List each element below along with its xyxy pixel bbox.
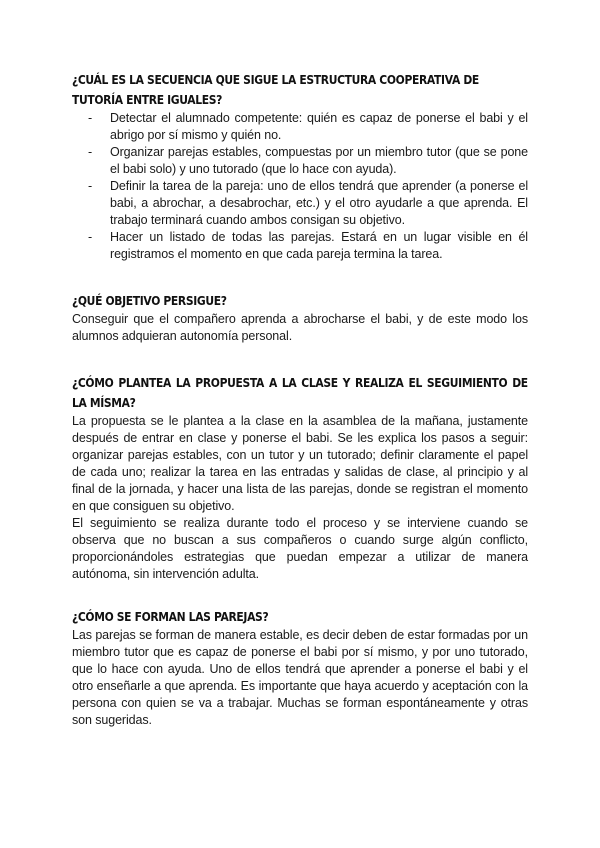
list-item: [88, 229, 528, 263]
dash-marker: -: [88, 179, 93, 193]
section-heading: ¿CUÁL ES LA SECUENCIA QUE SIGUE LA ESTRUCTURA COOPERATIVA DE TUTORÍA ENTRE IGUALES?: [72, 72, 479, 107]
dash-marker: -: [88, 230, 93, 244]
dash-marker: -: [88, 111, 93, 125]
list-item-text: Detectar el alumnado competente: quién es capaz de ponerse el babi y el abrigo por sí mismo y quién no.: [110, 111, 528, 142]
list-item-text: Definir la tarea de la pareja: uno de ellos tendrá que aprender (a ponerse el babi, a abrochar, a desabrochar, etc.) y el otro ayudarle a que aprenda. El trabajo terminará cuando ambos consigan su objetivo.: [110, 179, 528, 227]
body-paragraph: Las parejas se forman de manera estable, es decir deben de estar formadas por un miembro tutor que es capaz de ponerse el babi por sí mismo, y por uno tutorado, que lo hace con ayuda. Uno de ellos tendrá que aprender a ponerse el babi y el otro enseñarle a que aprenda. Es importante que haya acuerdo y aceptación con la persona con quien se va a trabajar. Muchas se forman espontáneamente y otras son sugeridas.: [72, 628, 528, 727]
section-heading: ¿CÓMO PLANTEA LA PROPUESTA A LA CLASE Y REALIZA EL SEGUIMIENTO DE LA MÍSMA?: [72, 375, 528, 410]
list-item: [88, 178, 528, 229]
list-item: [88, 144, 528, 178]
section-propuesta: [72, 373, 528, 583]
section-secuencia: [72, 70, 528, 263]
body-paragraph: El seguimiento se realiza durante todo el proceso y se interviene cuando se observa que no buscan a sus compañeros o cuando surge algún conflicto, proporcionándoles estrategias que puedan empezar a utilizar de manera autónoma, sin intervención adulta.: [72, 516, 528, 581]
body-paragraph: Conseguir que el compañero aprenda a abrocharse el babi, y de este modo los alumnos adquieran autonomía personal.: [72, 312, 528, 343]
section-objetivo: [72, 291, 528, 345]
list-item-text: Organizar parejas estables, compuestas por un miembro tutor (que se pone el babi solo) y uno tutorado (que lo hace con ayuda).: [110, 145, 528, 176]
list-item-text: Hacer un listado de todas las parejas. Estará en un lugar visible en él registramos el momento en que cada pareja termina la tarea.: [110, 230, 528, 261]
body-paragraph: La propuesta se le plantea a la clase en la asamblea de la mañana, justamente después de entrar en clase y ponerse el babi. Se les explica los pasos a seguir: organizar parejas estables, con un tutor y un tutorado; definir claramente el papel de cada uno; realizar la tarea en las entradas y salidas de clase, al principio y al final de la jornada, y hacer una lista de las parejas, donde se registran el momento en que consiguen su objetivo.: [72, 414, 528, 513]
section-heading: ¿CÓMO SE FORMAN LAS PAREJAS?: [72, 609, 269, 624]
section-heading: ¿QUÉ OBJETIVO PERSIGUE?: [72, 293, 227, 308]
list-item: [88, 110, 528, 144]
dash-marker: -: [88, 145, 93, 159]
step-list: [72, 110, 528, 263]
section-parejas: [72, 607, 528, 729]
